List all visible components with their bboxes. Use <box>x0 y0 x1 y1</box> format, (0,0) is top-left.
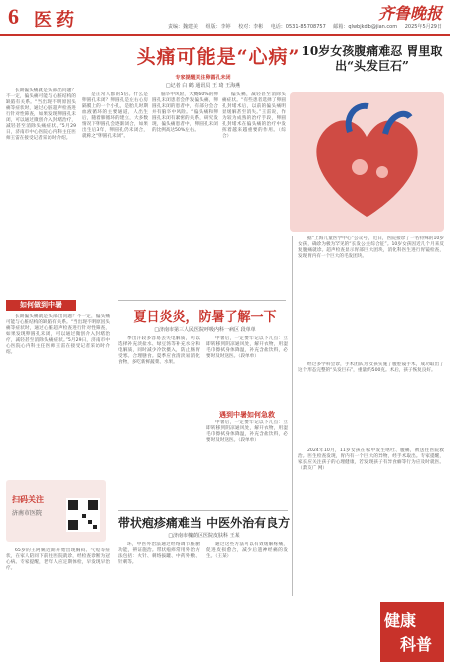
header-meta <box>162 23 442 30</box>
main-headline: 头痛可能是“心病” <box>136 46 301 68</box>
meta-date: 2025年5月29日 <box>404 24 442 30</box>
diet-column-2 <box>206 336 288 406</box>
diet-text-1: 季出汗较多容易丢失电解质，可以选择补充淡盐水、绿豆汤等补充水分和电解质，同时减少冷饮摄入，防止肠胃受寒。合理膳食。夏季应食清淡易消化食物，多吃新鲜蔬菜、水果。 <box>118 336 200 365</box>
sidebar-text-3: 2024年10月，11岁女孩在家中发生呕吐、腹痛，被送往医院救治。医生检查发现，胃内有一个巨大的异物，经手术取出。专家提醒，家长应关注孩子的心理健康，若发现孩子有异食癖等行为应及时就医。（萧友广 网） <box>298 448 444 471</box>
page-header <box>0 0 450 36</box>
herpes-column-2 <box>206 542 288 662</box>
heart-illustration <box>290 92 444 232</box>
sidebar-divider <box>292 236 293 596</box>
diet-headline: 夏日炎炎，防暑了解一下 <box>133 310 277 325</box>
section-title: 医药 <box>34 10 78 31</box>
left-tips-column <box>6 314 110 474</box>
heart-icon <box>290 92 444 232</box>
diet-byline: □济南市第三人民医院呼吸内科一病区 段单单 <box>154 327 256 333</box>
main-col4-text: 偏头痛，减轻甚至消除头痛症状。“有些患者选择了卵圆孔封堵术后，以前的偏头痛明显缓解甚至消失。”王雷说，作为较为成熟的治疗手段，卵圆孔封堵术在偏头痛的治疗中发挥着越来越重要的作用。（综合） <box>222 92 286 139</box>
meta-proof: 校对：李彬 <box>238 24 264 30</box>
sidebar-body-3 <box>298 448 444 598</box>
herpes-text-1: 环，中医外治法通过经络调节脏腑功能，辨证施治。带状疱疹常用外治方法包括：火针、刺络拔罐、中药外敷、针刺等。 <box>118 542 200 565</box>
qr-caption: 济南市医院 <box>12 510 43 517</box>
left-tips-text: 长期偏头痛就是头部出问题？不一定，偏头痛可能与心脏结构的缺陷有关系。“当出现不明原因头痛等症状时，通过心脏超声检查进行针对性筛查，如果发现卵圆孔未闭，可以通过微创介入封堵治疗，减轻甚至消除头痛症状。”5月29日，济南市中心医院心内科主任医师王雷在接受记者采访时介绍。 <box>6 314 110 355</box>
diet-column-1 <box>118 336 200 506</box>
main-lead-column <box>6 88 76 293</box>
sidebar-body-1 <box>298 236 444 356</box>
meta-email: 邮箱：qlwbjkdb@jian.com <box>333 24 398 30</box>
sidebar-body-2 <box>298 362 444 442</box>
diet-text-3: 中暑后，一定要牢记以下几点：立即转移到阴凉通风处，解开衣物，用湿毛巾擦拭身体降温，补充含盐饮料，必要时及时送医。（段单单） <box>206 420 288 443</box>
meta-layout: 组版：李婷 <box>205 24 231 30</box>
diet-column-3 <box>206 420 288 506</box>
qr-code-icon <box>66 498 100 532</box>
promo-block <box>6 480 106 542</box>
left-bottom-text: 65岁的王阿姨近期开始出现胸闷、气短等症状，在家人陪同下前往医院就诊，经检查诊断为冠心病。专家提醒，老年人应定期体检，早发现早治疗。 <box>6 548 110 571</box>
main-column-4 <box>222 92 286 297</box>
sidebar-text-1: 据“上海儿童医学中心”公众号，近日，医院接诊了一名特殊的10岁女孩，确诊为极为罕见的“长发公主综合征”。10岁女孩因近几个月来反复腹痛就诊。超声检查显示胃部巨大团块，消化科医生进行胃镜检查，发现胃内有一个巨大的毛发团块。 <box>298 236 444 259</box>
section-divider-2 <box>118 510 288 511</box>
newspaper-brand: 齐鲁晚报 <box>377 4 442 23</box>
herpes-byline: □济南市槐荫区医院皮肤科 王某 <box>168 533 240 539</box>
section-divider-1 <box>118 300 286 301</box>
herpes-column-1 <box>118 542 200 662</box>
meta-editor: 责编：魏建美 <box>167 24 198 30</box>
left-bottom-column <box>6 548 110 662</box>
diet-text-2: 中暑后，一定要牢记以下几点：立即转移到阴凉通风处，解开衣物，用湿毛巾擦拭身体降温，补充含盐饮料，必要时及时送医。（段单单） <box>206 336 288 359</box>
main-column-2 <box>82 92 148 297</box>
health-weekly-banner <box>380 602 444 662</box>
main-lead: 长期偏头痛就是头部出问题？不一定，偏头痛可能与心脏结构的缺陷有关系。“当出现不明原因头痛等症状时，通过心脏超声检查进行针对性筛查，如果发现卵圆孔未闭，可以通过微创介入封堵治疗，减轻甚至消除头痛症状。”5月29日，济南市中心医院心内科主任医师王雷在接受记者采访时介绍。 <box>6 88 76 141</box>
main-byline: □记者 白 鹤 通讯员 王 琦 王海燕 <box>165 83 241 89</box>
health-label: 健康 <box>384 611 417 630</box>
main-col2-text: 是正常人群的5倍。什么是卵圆孔未闭？卵圆孔是左右心房隔膜上的一个小孔，是胎儿时期血液循环的主要通道，人出生后，随着肺循环的建立，大多数情况下卵圆孔会逐渐闭合，如果出生后3年，卵圆孔仍未闭合，就称之“卵圆孔未闭”。 <box>82 92 148 139</box>
qr-label: 扫码关注 <box>12 495 44 504</box>
main-column-3 <box>152 92 218 297</box>
meta-phone: 电话：0531-85708757 <box>270 24 326 30</box>
main-col3-text: 脑卒中风险，大概60%的卵圆孔未闭患者会伴发偏头痛，卵圆孔未闭的患者中，有部分会合并有脑卒中风险。“偏头痛和卵圆孔未闭有紧密的关系，研究发现，偏头痛患者中，卵圆孔未闭的比例高达50%左右。 <box>152 92 218 133</box>
sidebar-headline: 10岁女孩腹痛难忍 胃里取出“头发巨石” <box>301 44 443 73</box>
main-subheadline: 专家提醒关注卵圆孔未闭 <box>175 75 231 81</box>
herpes-text-2: 通过这些方法可以有效缓解疼痛，促进皮损愈合，减少后遗神经痛的发生。（王某） <box>206 542 288 559</box>
diet-subtitle: 遇到中暑如何急救 <box>219 411 275 419</box>
section-chip-how: 如何做到中暑 <box>6 300 76 311</box>
herpes-headline: 带状疱疹痛难当 中医外治有良方 <box>117 516 291 530</box>
sidebar-text-2: 经过多学科会诊，手术团队为女孩实施了腹腔镜手术，成功取出了这个形态完整的“头发巨石”，重量约500克。术后，孩子恢复良好。 <box>298 362 444 373</box>
weekly-label: 科普 <box>400 635 433 654</box>
page-number: 6 <box>8 4 19 29</box>
